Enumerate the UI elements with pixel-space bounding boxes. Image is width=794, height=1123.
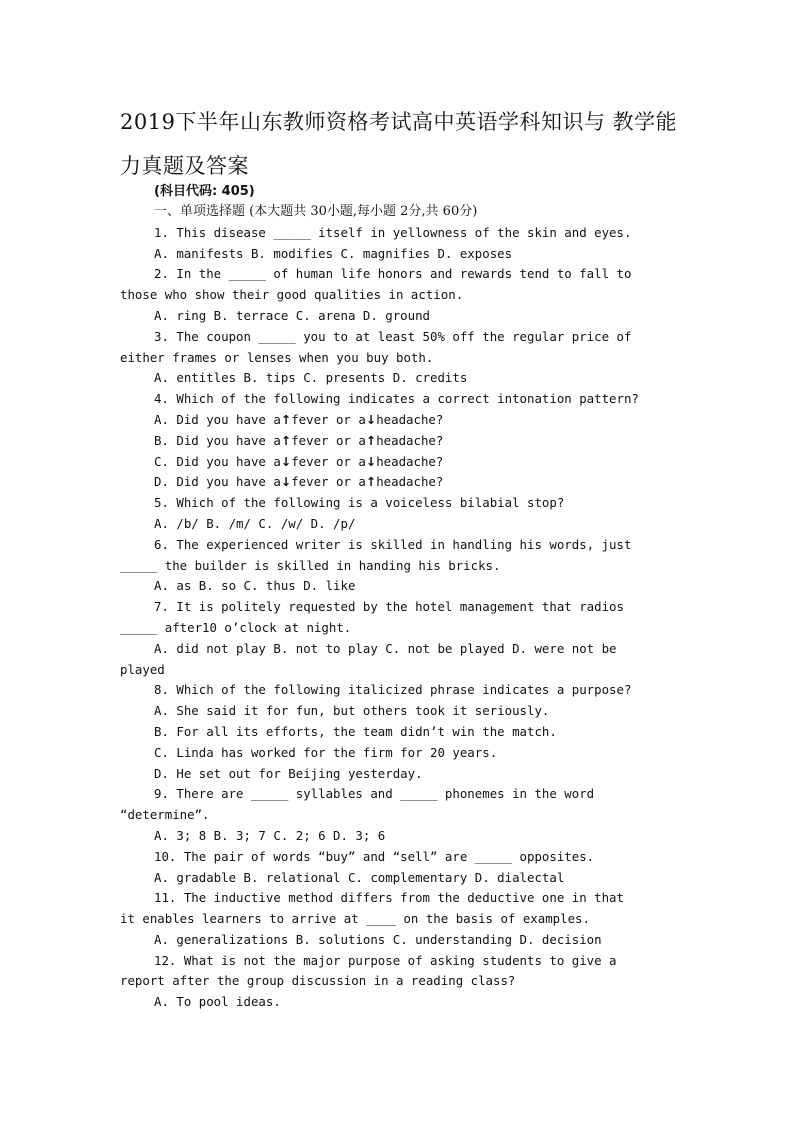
- question-line: _____ after10 o’clock at night.: [120, 619, 352, 635]
- question-line: 11. The inductive method differs from the deductive one in that: [154, 890, 624, 906]
- text-part: fever or a: [291, 474, 366, 490]
- question-line: A. /b/ B. /m/ C. /w/ D. /p/: [154, 515, 356, 531]
- subject-code: (科目代码: 405): [154, 184, 255, 199]
- text-part: A. Did you have a: [154, 411, 281, 427]
- question-line: either frames or lenses when you buy both.: [120, 349, 434, 365]
- section-heading: 一、单项选择题 (本大题共 30小题,每小题 2分,共 60分): [154, 204, 478, 219]
- intonation-arrow-icon: ↑: [365, 474, 377, 490]
- question-line: [120, 452, 672, 473]
- text-part: headache?: [376, 411, 444, 427]
- question-line: 12. What is not the major purpose of asking students to give a: [154, 952, 617, 968]
- text-part: fever or a: [291, 453, 366, 469]
- question-line: those who show their good qualities in action.: [120, 287, 464, 303]
- question-line: 8. Which of the following italicized phrase indicates a purpose?: [154, 682, 632, 698]
- question-line: 7. It is politely requested by the hotel management that radios: [154, 599, 624, 615]
- intonation-arrow-icon: ↑: [280, 432, 292, 448]
- question-line: it enables learners to arrive at ____ on the basis of examples.: [120, 911, 590, 927]
- question-line: A. ring B. terrace C. arena D. ground: [154, 307, 431, 323]
- question-line: A. did not play B. not to play C. not be played D. were not be: [154, 640, 617, 656]
- question-line: D. He set out for Beijing yesterday.: [154, 765, 423, 781]
- question-line: [120, 410, 672, 431]
- text-part: B. Did you have a: [154, 432, 281, 448]
- question-line: 10. The pair of words “buy” and “sell” are _____ opposites.: [154, 848, 595, 864]
- question-line: 5. Which of the following is a voiceless bilabial stop?: [154, 495, 565, 511]
- question-line: A. 3; 8 B. 3; 7 C. 2; 6 D. 3; 6: [154, 827, 386, 843]
- question-line: 4. Which of the following indicates a correct intonation pattern?: [154, 391, 639, 407]
- question-line: “determine”.: [120, 807, 210, 823]
- text-part: headache?: [376, 453, 444, 469]
- question-line: C. Linda has worked for the firm for 20 years.: [154, 744, 498, 760]
- question-line: played: [120, 661, 165, 677]
- text-part: D. Did you have a: [154, 474, 281, 490]
- question-line: 1. This disease _____ itself in yellowness of the skin and eyes.: [154, 224, 632, 240]
- question-line: A. gradable B. relational C. complementary D. dialectal: [154, 869, 565, 885]
- question-body: [120, 202, 672, 1013]
- question-line: 2. In the _____ of human life honors and rewards tend to fall to: [154, 266, 632, 282]
- intonation-arrow-icon: ↑: [280, 411, 292, 427]
- intonation-arrow-icon: ↓: [280, 474, 292, 490]
- question-line: B. For all its efforts, the team didn’t win the match.: [154, 723, 557, 739]
- intonation-arrow-icon: ↓: [280, 453, 292, 469]
- page-title: 2019下半年山东教师资格考试高中英语学科知识与 教学能力真题及答案: [120, 110, 678, 178]
- text-part: headache?: [376, 432, 444, 448]
- text-part: headache?: [376, 474, 444, 490]
- text-part: C. Did you have a: [154, 453, 281, 469]
- question-line: 3. The coupon _____ you to at least 50% off the regular price of: [154, 328, 632, 344]
- text-part: fever or a: [291, 432, 366, 448]
- question-line: A. entitles B. tips C. presents D. credits: [154, 370, 468, 386]
- question-line: 9. There are _____ syllables and _____ phonemes in the word: [154, 786, 595, 802]
- question-line: 6. The experienced writer is skilled in handling his words, just: [154, 536, 632, 552]
- question-line: A. as B. so C. thus D. like: [154, 578, 356, 594]
- intonation-arrow-icon: ↓: [365, 453, 377, 469]
- question-line: [120, 431, 672, 452]
- intonation-arrow-icon: ↑: [365, 432, 377, 448]
- text-part: fever or a: [291, 411, 366, 427]
- question-line: A. generalizations B. solutions C. understanding D. decision: [154, 931, 602, 947]
- question-line: [120, 472, 672, 493]
- question-line: _____ the builder is skilled in handing his bricks.: [120, 557, 501, 573]
- question-line: A. To pool ideas.: [154, 994, 281, 1010]
- question-line: A. manifests B. modifies C. magnifies D. exposes: [154, 245, 513, 261]
- question-line: A. She said it for fun, but others took it seriously.: [154, 703, 550, 719]
- question-line: report after the group discussion in a reading class?: [120, 973, 516, 989]
- intonation-arrow-icon: ↓: [365, 411, 377, 427]
